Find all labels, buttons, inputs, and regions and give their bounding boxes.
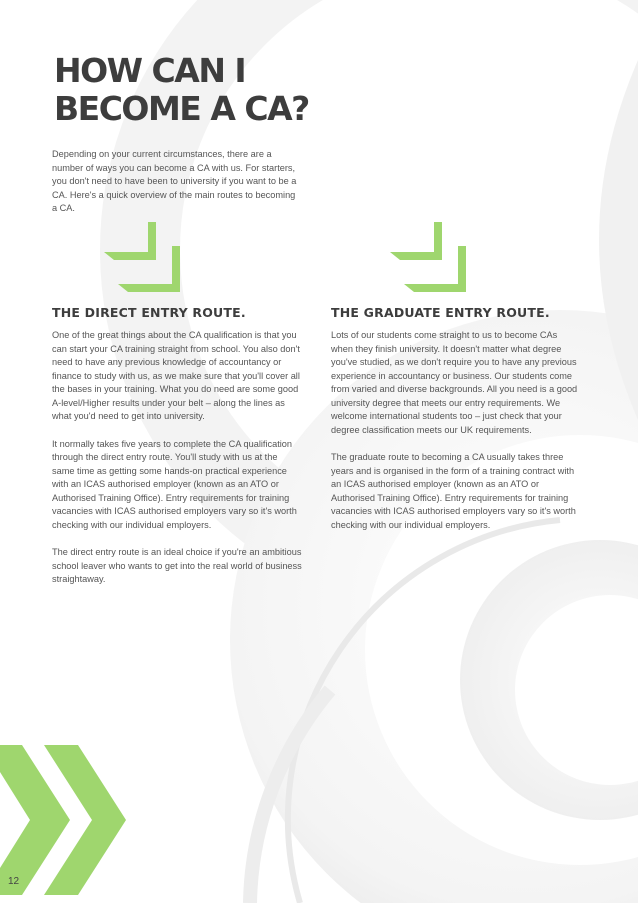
- title-line-2: BECOME A CA?: [54, 89, 309, 128]
- intro-paragraph: Depending on your current circumstances, there are a number of ways you can become a CA with us. For starters, you don't need to have been to university if you want to be a CA. Here's a quick overview of the main routes to becoming a CA.: [52, 149, 297, 213]
- direct-entry-paragraph-2: It normally takes five years to complete the CA qualification through the direct entry route. You'll study with us at the same time as getting some hands-on practical experience with an ICAS authorised employer (known as an ATO or Authorised Training Office). Entry requirements for training vacancies with ICAS authorised employers vary so it's worth checking with our individual employers.: [52, 438, 297, 530]
- direct-entry-section: [52, 305, 302, 601]
- direct-entry-heading: THE DIRECT ENTRY ROUTE.: [52, 305, 246, 320]
- direct-entry-paragraph-3: The direct entry route is an ideal choice if you're an ambitious school leaver who wants to get into the real world of business straightaway.: [52, 547, 302, 584]
- page-number: 12: [8, 876, 20, 887]
- graduate-entry-paragraph-2: The graduate route to becoming a CA usually takes three years and is organised in the form of a training contract with an ICAS authorised employer (known as an ATO or Authorised Training Office). Entry requirements for training vacancies with ICAS authorised employers vary so it's worth checking with our individual employers.: [331, 452, 576, 530]
- title-line-1: HOW CAN I: [54, 51, 246, 90]
- direct-entry-paragraph-1: One of the great things about the CA qualification is that you can start your CA training straight from school. You also don't need to have any previous knowledge of accountancy or finance to study with us, as we make sure that you'll cover all the bases in your training. What you do need are some good A-level/Higher results under your belt – along the lines as what you'd need to get into university.: [52, 330, 300, 421]
- graduate-entry-heading: THE GRADUATE ENTRY ROUTE.: [331, 305, 550, 320]
- graduate-entry-paragraph-1: Lots of our students come straight to us to become CAs when they finish university. It doesn't matter what degree you've studied, as we don't require you to have any previous experience in accountancy or business. Our students come from varied and diverse backgrounds. All you need is a good university degree that meets our entry requirements. We welcome international students too – just check that your degree classification meets our UK requirements.: [331, 330, 578, 435]
- page-title: [54, 52, 354, 128]
- graduate-entry-section: [331, 305, 581, 546]
- chevron-icon: [104, 222, 184, 292]
- chevron-icon: [390, 222, 470, 292]
